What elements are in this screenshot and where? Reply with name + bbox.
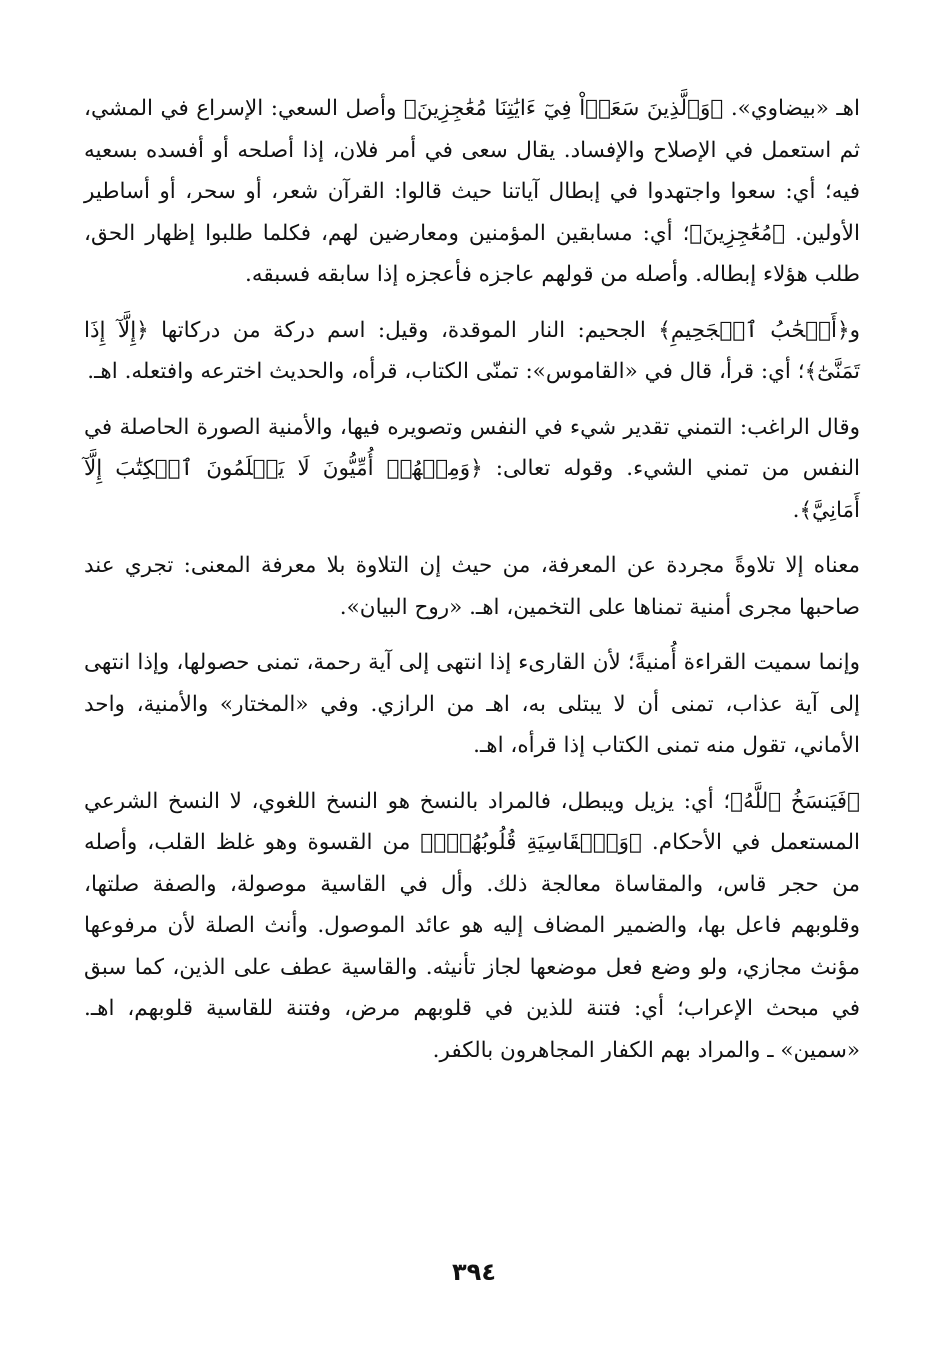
paragraph-4: معناه إلا تلاوةً مجردة عن المعرفة، من حيث إن التلاوة بلا معرفة المعنى: تجري عند صاحبها مجرى أمنية تمناها على التخمين، اهـ. «روح البيان».: [84, 553, 860, 620]
body-text: [84, 88, 860, 1071]
paragraph-3: وقال الراغب: التمني تقدير شيء في النفس وتصويره فيها، والأمنية الصورة الحاصلة في النفس من تمني الشيء. وقوله تعالى: ﴿وَمِنۡهُمۡ أُمِّيُّونَ لَا يَعۡلَمُونَ ٱلۡكِتَٰبَ إِلَّآ أَمَانِيَّ﴾.: [84, 414, 860, 523]
paragraph-1: اهـ «بيضاوي». ﴿وَٱلَّذِينَ سَعَوۡاْ فِيٓ ءَايَٰتِنَا مُعَٰجِزِينَ﴾ وأصل السعي: الإسراع في المشي، ثم استعمل في الإصلاح والإفساد. يقال سعى في أمر فلان، إذا أصلحه أو أفسده بسعيه فيه؛ أي: سعوا واجتهدوا في إبطال آياتنا حيث قالوا: القرآن شعر، أو سحر، أو أساطير الأولين. ﴿مُعَٰجِزِينَ﴾؛ أي: مسابقين المؤمنين ومعارضين لهم، فكلما طلبوا إظهار الحق، طلب هؤلاء إبطاله. وأصله من قولهم عاجزه فأعجزه إذا سابقه فسبقه.: [84, 96, 860, 287]
paragraph-5: وإنما سميت القراءة أُمنيةً؛ لأن القارىء إذا انتهى إلى آية رحمة، تمنى حصولها، وإذا انتهى إلى آية عذاب، تمنى أن لا يبتلى به، اهـ من الرازي. وفي «المختار» والأمنية، واحد الأماني، تقول منه تمنى الكتاب إذا قرأه، اهـ.: [84, 650, 860, 758]
page-number: ٣٩٤: [452, 1258, 496, 1286]
paragraph-6: ﴿فَيَنسَخُ ٱللَّهُ﴾؛ أي: يزيل ويبطل، فالمراد بالنسخ هو النسخ اللغوي، لا النسخ الشرعي المستعمل في الأحكام. ﴿وَٱلۡقَاسِيَةِ قُلُوبُهُمۡۗ﴾ من القسوة وهو غلظ القلب، وأصله من حجر قاس، والمقاساة معالجة ذلك. وأل في القاسية موصولة، والصفة صلتها، وقلوبهم فاعل بها، والضمير المضاف إليه هو عائد الموصول. وأنث الصلة لأن مرفوعها مؤنث مجازي، ولو وضع فعل موضعها لجاز تأنيثه. والقاسية عطف على الذين، كما سبق في مبحث الإعراب؛ أي: فتنة للذين في قلوبهم مرض، وفتنة للقاسية قلوبهم، اهـ. «سمين» ـ والمراد بهم الكفار المجاهرون بالكفر.: [84, 788, 860, 1063]
paragraph-2: و﴿أَصۡحَٰبُ ٱلۡجَحِيمِ﴾ الجحيم: النار الموقدة، وقيل: اسم دركة من دركاتها ﴿إِلَّآ إِذَا تَمَنَّىٰٓ﴾؛ أي: قرأ، قال في «القاموس»: تمنّى الكتاب، قرأه، والحديث اخترعه وافتعله. اهـ.: [84, 317, 860, 384]
